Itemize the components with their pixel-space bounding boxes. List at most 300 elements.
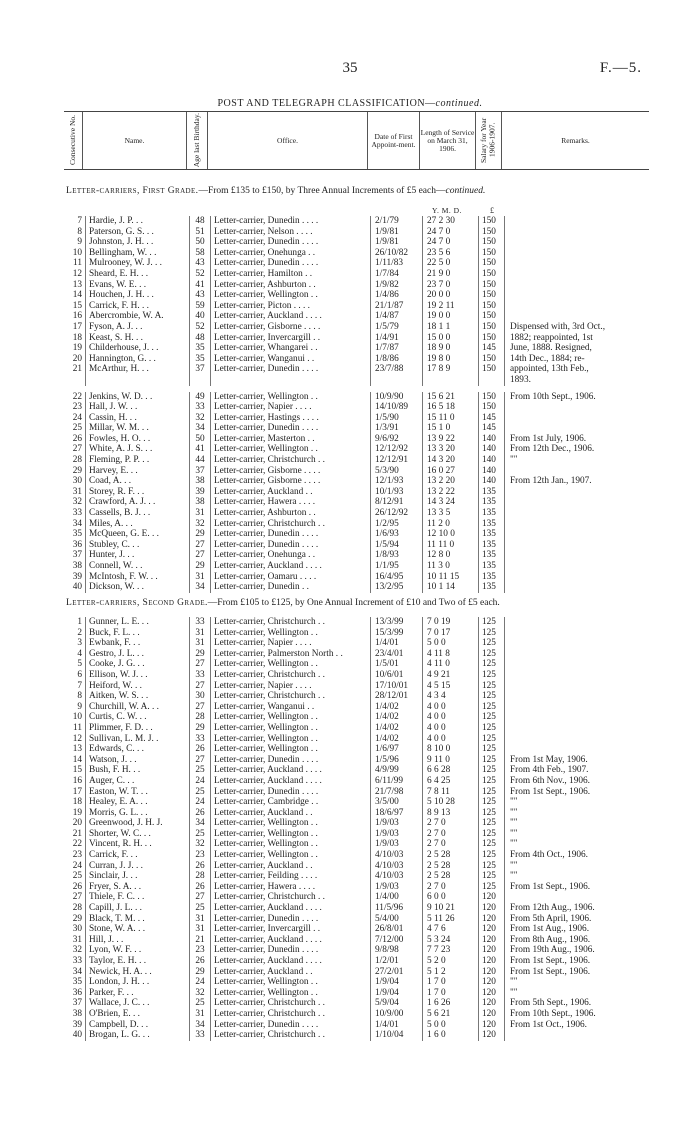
cell-name: Harvey, E. . . <box>86 466 190 477</box>
cell-age: 37 <box>190 364 211 375</box>
cell-age: 25 <box>190 787 211 798</box>
table-row <box>64 691 678 702</box>
cell-name: Fryer, S. A. . . <box>86 882 190 893</box>
cell-date: 1/4/87 <box>371 311 423 322</box>
cell-office: Letter-carrier, Wellington . . <box>211 712 371 723</box>
cell-office: Letter-carrier, Palmerston North . . <box>211 649 371 660</box>
cell-name: Buck, F. L. . . <box>86 628 190 639</box>
cell-office: Letter-carrier, Invercargill . . <box>211 924 371 935</box>
cell-len: 4 0 0 <box>423 712 479 723</box>
cell-no: 39 <box>72 1019 82 1030</box>
cell-age: 27 <box>190 892 211 903</box>
cell-name <box>86 375 190 386</box>
cell-age: 44 <box>190 455 211 466</box>
cell-age: 43 <box>190 258 211 269</box>
cell-date: 1/9/03 <box>371 829 423 840</box>
cell-no: 10 <box>72 712 82 723</box>
cell-no: 33 <box>72 508 82 519</box>
cell-age: 21 <box>190 935 211 946</box>
cell-len: 5 1 2 <box>423 967 479 978</box>
cell-sal: 125 <box>479 649 505 660</box>
cell-date: 1/8/93 <box>371 550 423 561</box>
cell-office: Letter-carrier, Wanganui . . <box>211 354 371 365</box>
cell-office: Letter-carrier, Wellington . . <box>211 723 371 734</box>
cell-age: 26 <box>190 808 211 819</box>
cell-date: 1/4/02 <box>371 723 423 734</box>
cell-name: Campbell, D. . . <box>86 1020 190 1031</box>
cell-office: Letter-carrier, Dunedin . . . . <box>211 423 371 434</box>
cell-age: 28 <box>190 871 211 882</box>
cell-office: Letter-carrier, Hamilton . . <box>211 269 371 280</box>
table-row <box>64 617 678 628</box>
cell-date: 21/7/98 <box>371 787 423 798</box>
table-row <box>64 659 678 670</box>
cell-no: 29 <box>72 913 82 924</box>
cell-no: 37 <box>72 998 82 1009</box>
header-remarks: Remarks. <box>561 136 590 145</box>
cell-no: 8 <box>77 226 82 237</box>
cell-no: 30 <box>72 924 82 935</box>
table-row <box>64 487 678 498</box>
cell-sal: 120 <box>479 956 505 967</box>
cell-age: 49 <box>190 392 211 403</box>
cell-name: Greenwood, J. H. J. <box>86 818 190 829</box>
cell-no: 12 <box>72 733 82 744</box>
cell-len: 17 8 9 <box>423 364 479 375</box>
cell-date: 1/4/02 <box>371 712 423 723</box>
cell-office: Letter-carrier, Wellington . . <box>211 744 371 755</box>
cell-age: 28 <box>190 712 211 723</box>
cell-name: McQueen, G. E. . . <box>86 529 190 540</box>
cell-sal: 125 <box>479 882 505 893</box>
cell-no: 18 <box>72 332 82 343</box>
cell-rem <box>505 638 679 649</box>
cell-office: Letter-carrier, Gisborne . . . . <box>211 466 371 477</box>
cell-date: 1/2/95 <box>371 519 423 530</box>
cell-office: Letter-carrier, Auckland . . <box>211 487 371 498</box>
cell-name: Paterson, G. S. . . <box>86 227 190 238</box>
cell-rem <box>505 402 679 413</box>
cell-date: 5/3/90 <box>371 466 423 477</box>
cell-age: 50 <box>190 237 211 248</box>
cell-age: 41 <box>190 444 211 455</box>
cell-name: Jenkins, W. D. . . <box>86 392 190 403</box>
cell-age: 52 <box>190 322 211 333</box>
cell-sal: 120 <box>479 935 505 946</box>
section-first-grade-continued: continued. <box>445 186 486 196</box>
cell-len: 11 11 0 <box>423 540 479 551</box>
table-row <box>64 998 678 1009</box>
cell-age: 27 <box>190 550 211 561</box>
cell-len: 10 1 14 <box>423 582 479 593</box>
cell-rem: From 6th Nov., 1906. <box>505 776 679 787</box>
cell-rem <box>505 497 679 508</box>
cell-sal: 120 <box>479 998 505 1009</box>
cell-age: 37 <box>190 466 211 477</box>
cell-no: 10 <box>72 247 82 258</box>
cell-rem: "" <box>505 861 679 872</box>
cell-no: 22 <box>72 391 82 402</box>
cell-office: Letter-carrier, Dunedin . . . . <box>211 945 371 956</box>
cell-office: Letter-carrier, Auckland . . . . <box>211 935 371 946</box>
cell-no: 9 <box>77 237 82 248</box>
cell-office: Letter-carrier, Gisborne . . . . <box>211 476 371 487</box>
cell-office: Letter-carrier, Auckland . . . . <box>211 561 371 572</box>
cell-rem <box>505 582 679 593</box>
cell-rem <box>505 216 679 227</box>
table-row <box>64 237 678 248</box>
cell-name: Evans, W. E. . . <box>86 280 190 291</box>
cell-date: 10/9/00 <box>371 1009 423 1020</box>
cell-name: Coad, A. . . <box>86 476 190 487</box>
cell-no: 9 <box>77 701 82 712</box>
table-row <box>64 413 678 424</box>
cell-rem <box>505 550 679 561</box>
cell-name: Black, T. M. . . <box>86 914 190 925</box>
table-row <box>64 290 678 301</box>
cell-len: 1 6 0 <box>423 1030 479 1041</box>
cell-no: 14 <box>72 754 82 765</box>
cell-date: 1/9/03 <box>371 818 423 829</box>
cell-office: Letter-carrier, Auckland . . . . <box>211 765 371 776</box>
cell-no: 40 <box>72 582 82 593</box>
table-row <box>64 227 678 238</box>
cell-len <box>423 375 479 386</box>
cell-age: 29 <box>190 529 211 540</box>
first-grade-table <box>64 216 678 593</box>
cell-name: Thiele, F. C. . . <box>86 892 190 903</box>
cell-sal: 125 <box>479 659 505 670</box>
cell-sal: 150 <box>479 364 505 375</box>
cell-sal: 150 <box>479 269 505 280</box>
cell-sal: 120 <box>479 967 505 978</box>
section-second-grade-scale: —From £105 to £125, by One Annual Increment of £10 and Two of £5 each. <box>207 598 500 608</box>
cell-sal: 125 <box>479 670 505 681</box>
cell-age: 31 <box>190 1009 211 1020</box>
cell-rem: From 19th Aug., 1906. <box>505 945 679 956</box>
cell-no: 1 <box>77 617 82 627</box>
cell-sal: 150 <box>479 354 505 365</box>
cell-name: Gunner, L. E. . . <box>86 617 190 628</box>
cell-name: Heiford, W. . . <box>86 681 190 692</box>
cell-date: 1/4/00 <box>371 892 423 903</box>
cell-age: 35 <box>190 354 211 365</box>
table-row <box>64 882 678 893</box>
cell-age: 25 <box>190 829 211 840</box>
cell-rem <box>505 487 679 498</box>
cell-no: 8 <box>77 691 82 702</box>
cell-sal: 120 <box>479 988 505 999</box>
cell-age: 34 <box>190 1020 211 1031</box>
cell-rem: "" <box>505 829 679 840</box>
cell-rem <box>505 702 679 713</box>
cell-no: 21 <box>72 364 82 375</box>
cell-age: 33 <box>190 617 211 628</box>
cell-date: 16/4/95 <box>371 572 423 583</box>
cell-no: 28 <box>72 455 82 466</box>
cell-name: Bellingham, W. . . <box>86 248 190 259</box>
cell-name: Storey, R. F. . . <box>86 487 190 498</box>
cell-name: Capill, J. L. . . <box>86 903 190 914</box>
header-age <box>187 112 208 170</box>
cell-sal: 125 <box>479 861 505 872</box>
cell-sal: 125 <box>479 702 505 713</box>
cell-rem <box>505 540 679 551</box>
cell-no: 27 <box>72 444 82 455</box>
cell-len: 7 0 17 <box>423 628 479 639</box>
cell-no: 17 <box>72 786 82 797</box>
cell-age: 33 <box>190 670 211 681</box>
cell-sal: 125 <box>479 797 505 808</box>
cell-no: 36 <box>72 539 82 550</box>
cell-len: 9 11 0 <box>423 755 479 766</box>
cell-no: 3 <box>77 638 82 649</box>
cell-no: 2 <box>77 627 82 638</box>
cell-len: 13 3 20 <box>423 444 479 455</box>
cell-len: 23 5 6 <box>423 248 479 259</box>
cell-age: 25 <box>190 903 211 914</box>
cell-len: 2 5 28 <box>423 861 479 872</box>
cell-len: 2 7 0 <box>423 829 479 840</box>
cell-date: 21/1/87 <box>371 301 423 312</box>
table-row <box>64 529 678 540</box>
cell-date: 4/9/99 <box>371 765 423 776</box>
cell-name: Houchen, J. H. . . <box>86 290 190 301</box>
table-row <box>64 423 678 434</box>
cell-name: Fleming, P. P. . . <box>86 455 190 466</box>
cell-sal: 135 <box>479 519 505 530</box>
cell-rem <box>505 712 679 723</box>
cell-office: Letter-carrier, Feilding . . . . <box>211 871 371 882</box>
page-number: 35 <box>342 60 358 76</box>
cell-rem <box>505 681 679 692</box>
cell-rem <box>505 1030 679 1041</box>
cell-rem <box>505 290 679 301</box>
cell-age: 29 <box>190 649 211 660</box>
cell-age: 24 <box>190 977 211 988</box>
section-first-grade-name: Letter-carriers, First Grade. <box>66 186 199 196</box>
cell-no: 36 <box>72 987 82 998</box>
cell-sal: 135 <box>479 572 505 583</box>
cell-office: Letter-carrier, Ashburton . . <box>211 508 371 519</box>
table-row <box>64 765 678 776</box>
cell-len: 1 6 26 <box>423 998 479 1009</box>
table-row <box>64 744 678 755</box>
header-consecutive-no <box>64 112 83 170</box>
cell-sal: 125 <box>479 617 505 628</box>
cell-len: 19 0 0 <box>423 311 479 322</box>
cell-len: 24 7 0 <box>423 227 479 238</box>
cell-rem <box>505 423 679 434</box>
cell-date: 1/7/87 <box>371 343 423 354</box>
cell-sal: 140 <box>479 434 505 445</box>
cell-len: 5 6 21 <box>423 1009 479 1020</box>
table-row <box>64 702 678 713</box>
cell-office: Letter-carrier, Cambridge . . <box>211 797 371 808</box>
cell-len: 4 9 21 <box>423 670 479 681</box>
cell-office: Letter-carrier, Dunedin . . . . <box>211 755 371 766</box>
cell-office: Letter-carrier, Wellington . . <box>211 734 371 745</box>
cell-no: 37 <box>72 550 82 561</box>
cell-rem: From 5th April, 1906. <box>505 914 679 925</box>
cell-rem <box>505 237 679 248</box>
cell-name: Hardie, J. P. . . <box>86 216 190 227</box>
table-row <box>64 776 678 787</box>
cell-sal: 150 <box>479 216 505 227</box>
section-second-grade-title <box>66 598 500 608</box>
cell-len: 4 0 0 <box>423 723 479 734</box>
cell-no: 18 <box>72 797 82 808</box>
header-age-text: Age last Birthday. <box>191 112 201 168</box>
cell-sal: 125 <box>479 850 505 861</box>
cell-len: 5 3 24 <box>423 935 479 946</box>
cell-date: 12/1/93 <box>371 476 423 487</box>
cell-date: 1/7/84 <box>371 269 423 280</box>
cell-name: Stone, W. A. . . <box>86 924 190 935</box>
cell-no: 38 <box>72 561 82 571</box>
cell-date: 9/6/92 <box>371 434 423 445</box>
cell-age: 30 <box>190 691 211 702</box>
cell-no: 20 <box>72 353 82 364</box>
cell-age: 58 <box>190 248 211 259</box>
cell-sal: 125 <box>479 787 505 798</box>
cell-no: 13 <box>72 279 82 290</box>
table-row <box>64 967 678 978</box>
cell-date: 1/6/97 <box>371 744 423 755</box>
cell-sal: 150 <box>479 311 505 322</box>
cell-office: Letter-carrier, Dunedin . . . . <box>211 540 371 551</box>
cell-office: Letter-carrier, Napier . . . . <box>211 681 371 692</box>
table-row <box>64 797 678 808</box>
table-row <box>64 519 678 530</box>
table-row <box>64 301 678 312</box>
cell-len: 16 0 27 <box>423 466 479 477</box>
cell-date: 9/8/98 <box>371 945 423 956</box>
cell-sal: 150 <box>479 227 505 238</box>
cell-len: 2 7 0 <box>423 818 479 829</box>
table-row <box>64 638 678 649</box>
table-row <box>64 892 678 903</box>
cell-date: 1/9/03 <box>371 839 423 850</box>
cell-no: 34 <box>72 966 82 977</box>
page-reference: F.—5. <box>599 60 642 76</box>
cell-len: 21 9 0 <box>423 269 479 280</box>
cell-sal: 125 <box>479 723 505 734</box>
cell-len: 15 6 21 <box>423 392 479 403</box>
cell-sal: 125 <box>479 681 505 692</box>
cell-sal: 135 <box>479 550 505 561</box>
cell-name: Bush, F. H. . . <box>86 765 190 776</box>
cell-name: Ewbank, F. . . <box>86 638 190 649</box>
cell-age: 32 <box>190 519 211 530</box>
table-row <box>64 628 678 639</box>
cell-office: Letter-carrier, Wellington . . <box>211 850 371 861</box>
cell-no: 23 <box>72 402 82 413</box>
cell-office: Letter-carrier, Onehunga . . <box>211 248 371 259</box>
cell-office: Letter-carrier, Christchurch . . <box>211 1009 371 1020</box>
cell-len: 1 7 0 <box>423 988 479 999</box>
cell-sal: 125 <box>479 734 505 745</box>
table-row <box>64 839 678 850</box>
cell-sal: 125 <box>479 765 505 776</box>
cell-date: 4/10/03 <box>371 871 423 882</box>
cell-office: Letter-carrier, Christchurch . . <box>211 892 371 903</box>
cell-office <box>211 375 371 386</box>
cell-no: 12 <box>72 268 82 279</box>
cell-date: 26/10/82 <box>371 248 423 259</box>
cell-date: 1/5/94 <box>371 540 423 551</box>
table-row <box>64 392 678 403</box>
cell-rem: From 1st Oct., 1906. <box>505 1020 679 1031</box>
header-date: Date of First Appoint-ment. <box>368 112 420 170</box>
cell-name: Connell, W. . . <box>86 561 190 572</box>
cell-rem <box>505 311 679 322</box>
cell-len: 2 5 28 <box>423 850 479 861</box>
cell-rem: "" <box>505 977 679 988</box>
cell-name: Carrick, F. H. . . <box>86 301 190 312</box>
cell-date: 4/10/03 <box>371 861 423 872</box>
cell-no: 32 <box>72 945 82 956</box>
cell-name: Healey, E. A. . . <box>86 797 190 808</box>
cell-no: 26 <box>72 433 82 444</box>
cell-len: 13 9 22 <box>423 434 479 445</box>
cell-no: 30 <box>72 476 82 487</box>
cell-no: 19 <box>72 343 82 354</box>
cell-sal: 125 <box>479 839 505 850</box>
cell-name: Curtis, C. W. . . <box>86 712 190 723</box>
cell-no: 38 <box>72 1008 82 1019</box>
cell-no: 22 <box>72 839 82 850</box>
cell-sal: 145 <box>479 413 505 424</box>
cell-name: Fyson, A. J. . . <box>86 322 190 333</box>
cell-sal: 125 <box>479 829 505 840</box>
cell-age: 48 <box>190 333 211 344</box>
cell-len: 23 7 0 <box>423 280 479 291</box>
cell-office: Letter-carrier, Wellington . . <box>211 818 371 829</box>
cell-age: 31 <box>190 638 211 649</box>
cell-len: 6 0 0 <box>423 892 479 903</box>
cell-len: 6 6 28 <box>423 765 479 776</box>
table-row <box>64 550 678 561</box>
cell-date: 1/4/86 <box>371 290 423 301</box>
cell-age: 24 <box>190 776 211 787</box>
cell-sal: 125 <box>479 755 505 766</box>
header-no-text: Consecutive No. <box>67 115 77 165</box>
cell-name: Carrick, F. . . <box>86 850 190 861</box>
cell-name: Auger, C. . . <box>86 776 190 787</box>
cell-len: 13 2 20 <box>423 476 479 487</box>
table-row <box>64 723 678 734</box>
cell-no: 11 <box>73 722 82 733</box>
cell-sal: 150 <box>479 290 505 301</box>
table-row <box>64 988 678 999</box>
cell-name: Plimmer, F. D. . . <box>86 723 190 734</box>
table-row <box>64 343 678 354</box>
table-row <box>64 1030 678 1041</box>
cell-no: 16 <box>72 775 82 786</box>
table-row <box>64 561 678 572</box>
table-row <box>64 1020 678 1031</box>
cell-name: Aitken, W. S. . . <box>86 691 190 702</box>
cell-date: 5/9/04 <box>371 998 423 1009</box>
cell-date: 8/12/91 <box>371 497 423 508</box>
cell-office: Letter-carrier, Wellington . . <box>211 839 371 850</box>
cell-no: 26 <box>72 881 82 892</box>
cell-date: 1/9/04 <box>371 977 423 988</box>
cell-sal: 125 <box>479 691 505 702</box>
cell-len: 13 3 5 <box>423 508 479 519</box>
cell-len: 16 5 18 <box>423 402 479 413</box>
